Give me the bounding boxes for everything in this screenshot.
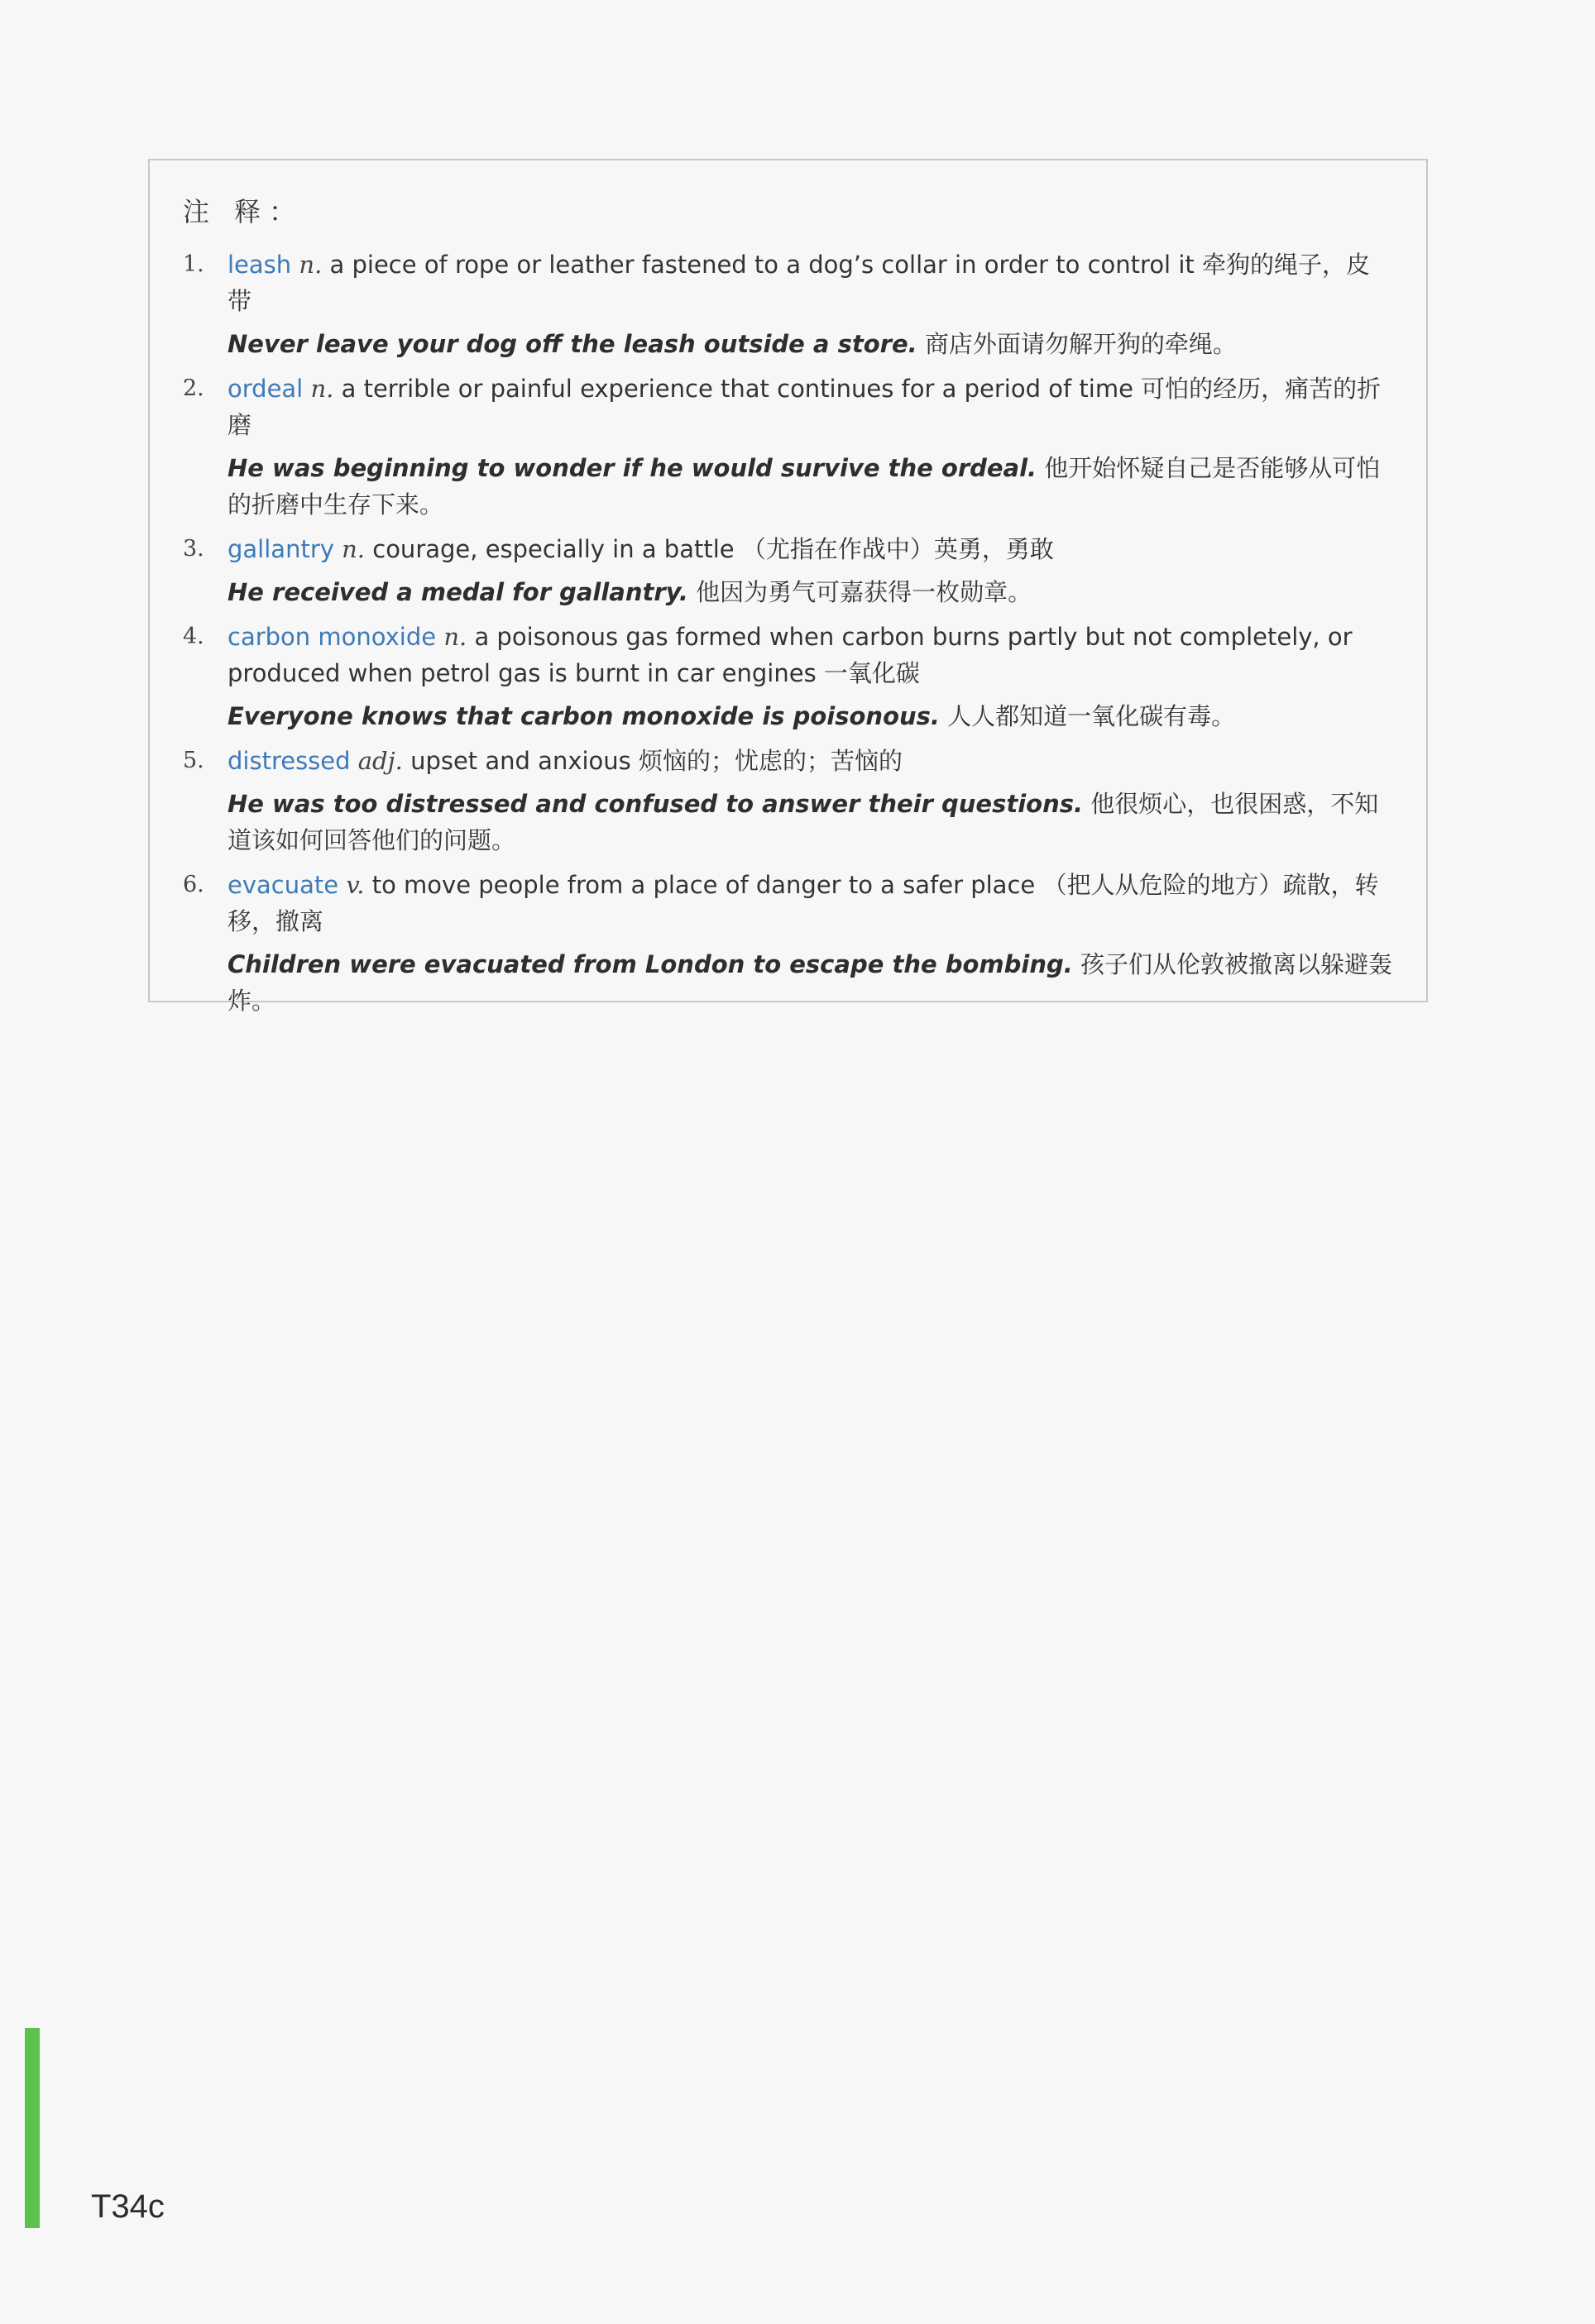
note-item-gallantry (183, 531, 1393, 610)
definition-line (228, 246, 1393, 319)
example-english: He was too distressed and confused to answer their questions. (228, 790, 1083, 818)
term-gallantry: gallantry (228, 535, 334, 563)
note-number: 2. (183, 375, 204, 401)
example-english: Everyone knows that carbon monoxide is poisonous. (228, 702, 940, 730)
page-number: T34c (91, 2188, 165, 2225)
note-item-distressed (183, 743, 1393, 858)
part-of-speech: n. (310, 375, 334, 403)
example-sentence (228, 326, 1393, 362)
example-sentence (228, 574, 1393, 610)
part-of-speech: n. (342, 535, 366, 563)
definition-english: a piece of rope or leather fastened to a dog’s collar in order to control it (329, 251, 1195, 279)
note-number: 6. (183, 872, 204, 897)
part-of-speech: v. (346, 871, 365, 899)
definition-line (228, 531, 1393, 567)
example-english: Never leave your dog off the leash outside a store. (228, 330, 917, 358)
example-sentence (228, 450, 1393, 523)
definition-chinese: 牵狗的绳子，皮带 (228, 251, 1370, 315)
definition-english: upset and anxious (410, 747, 631, 775)
example-sentence (228, 946, 1393, 1019)
definition-line (228, 371, 1393, 443)
notes-box (148, 159, 1428, 1015)
example-english: Children were evacuated from London to escape the bombing. (228, 950, 1073, 978)
part-of-speech: adj. (357, 747, 403, 775)
definition-chinese: 可怕的经历，痛苦的折磨 (228, 375, 1382, 439)
note-number: 3. (183, 536, 204, 562)
note-number: 1. (183, 251, 204, 277)
definition-line (228, 619, 1393, 691)
example-chinese: 他开始怀疑自己是否能够从可怕的折磨中生存下来。 (228, 454, 1381, 519)
part-of-speech: n. (299, 251, 323, 279)
example-english: He was beginning to wonder if he would survive the ordeal. (228, 454, 1037, 482)
page-accent-bar (25, 2028, 40, 2228)
example-english: He received a medal for gallantry. (228, 578, 688, 606)
note-number: 5. (183, 748, 204, 773)
example-chinese: 他很烦心，也很困惑，不知道该如何回答他们的问题。 (228, 790, 1379, 854)
definition-line (228, 867, 1393, 940)
definition-english: to move people from a place of danger to a safer place (371, 871, 1036, 899)
note-item-leash (183, 246, 1393, 362)
definition-english: a poisonous gas formed when carbon burns partly but not completely, or produced when petrol gas is burnt in car engines (228, 623, 1353, 687)
term-distressed: distressed (228, 747, 351, 775)
note-list (183, 246, 1393, 1019)
note-item-carbon-monoxide (183, 619, 1393, 734)
example-chinese: 商店外面请勿解开狗的牵绳。 (924, 330, 1237, 358)
example-chinese: 孩子们从伦敦被撤离以躲避轰炸。 (228, 950, 1392, 1015)
definition-chinese: （把人从危险的地方）疏散，转移，撤离 (228, 871, 1379, 935)
definition-chinese: 烦恼的；忧虑的；苦恼的 (639, 747, 903, 775)
note-number: 4. (183, 624, 204, 649)
definition-english: a terrible or painful experience that continues for a period of time (341, 375, 1133, 403)
example-sentence (228, 698, 1393, 734)
term-leash: leash (228, 251, 292, 279)
term-ordeal: ordeal (228, 375, 304, 403)
definition-chinese: 一氧化碳 (823, 659, 920, 687)
notes-heading: 注 释： (183, 196, 304, 227)
note-item-ordeal (183, 371, 1393, 523)
definition-line (228, 743, 1393, 779)
definition-chinese: （尤指在作战中）英勇，勇敢 (741, 535, 1054, 563)
part-of-speech: n. (443, 623, 467, 651)
term-carbon-monoxide: carbon monoxide (228, 623, 437, 651)
note-item-evacuate (183, 867, 1393, 1019)
example-chinese: 他因为勇气可嘉获得一枚勋章。 (696, 578, 1032, 606)
term-evacuate: evacuate (228, 871, 339, 899)
example-chinese: 人人都知道一氧化碳有毒。 (947, 702, 1236, 730)
definition-english: courage, especially in a battle (372, 535, 735, 563)
example-sentence (228, 786, 1393, 858)
